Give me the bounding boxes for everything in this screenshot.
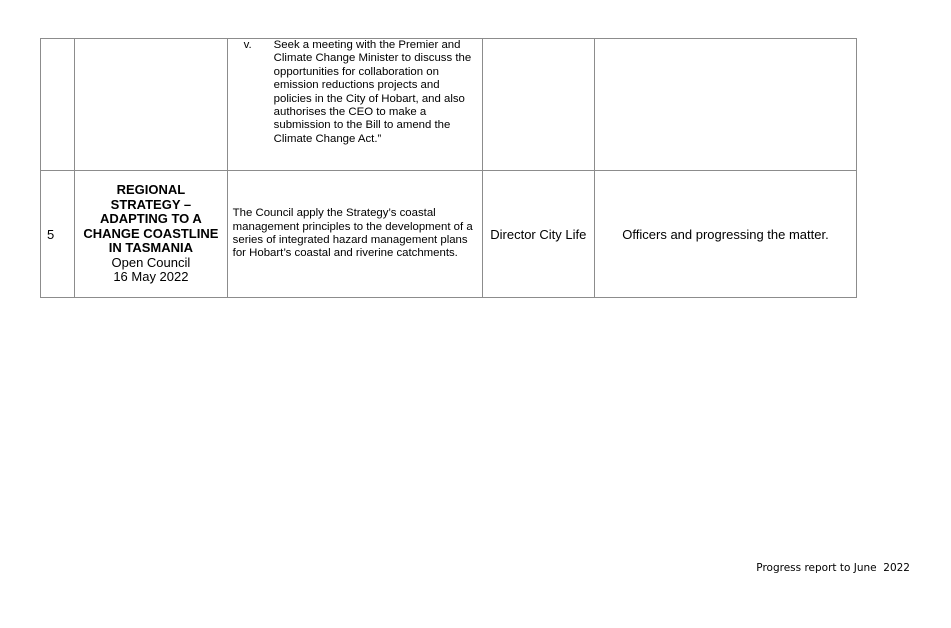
item-title: REGIONAL STRATEGY – ADAPTING TO A CHANGE COASTLINE IN TASMANIA <box>83 181 219 256</box>
resolution-cell <box>227 39 482 171</box>
list-item-text: Seek a meeting with the Premier and Climate Change Minister to discuss the opportunities for collaboration on emission reductions projects and policies in the City of Hobart, and also authorises the CEO to make a submission to the Bill to amend the Climate Change Act.” <box>273 39 472 145</box>
resolution-list-item <box>228 39 482 146</box>
table-row <box>41 171 857 298</box>
page-footer: Progress report to June 2022 <box>756 562 910 574</box>
meeting-date: 16 May 2022 <box>113 269 189 285</box>
list-marker: v. <box>243 39 252 51</box>
progress-report-table <box>40 38 857 298</box>
status-cell: Officers and progressing the matter. <box>595 171 857 298</box>
item-number-cell: 5 <box>41 171 75 298</box>
item-title-cell <box>75 39 228 171</box>
table-row <box>41 39 857 171</box>
responsible-officer-cell <box>482 39 594 171</box>
meeting-type: Open Council <box>111 254 191 270</box>
status-cell <box>595 39 857 171</box>
item-number-cell <box>41 39 75 171</box>
item-title-cell <box>75 171 228 298</box>
resolution-cell: The Council apply the Strategy’s coastal management principles to the development of a series of integrated hazard management plans for Hobart’s coastal and riverine catchments. <box>227 171 482 298</box>
responsible-officer-cell: Director City Life <box>482 171 594 298</box>
